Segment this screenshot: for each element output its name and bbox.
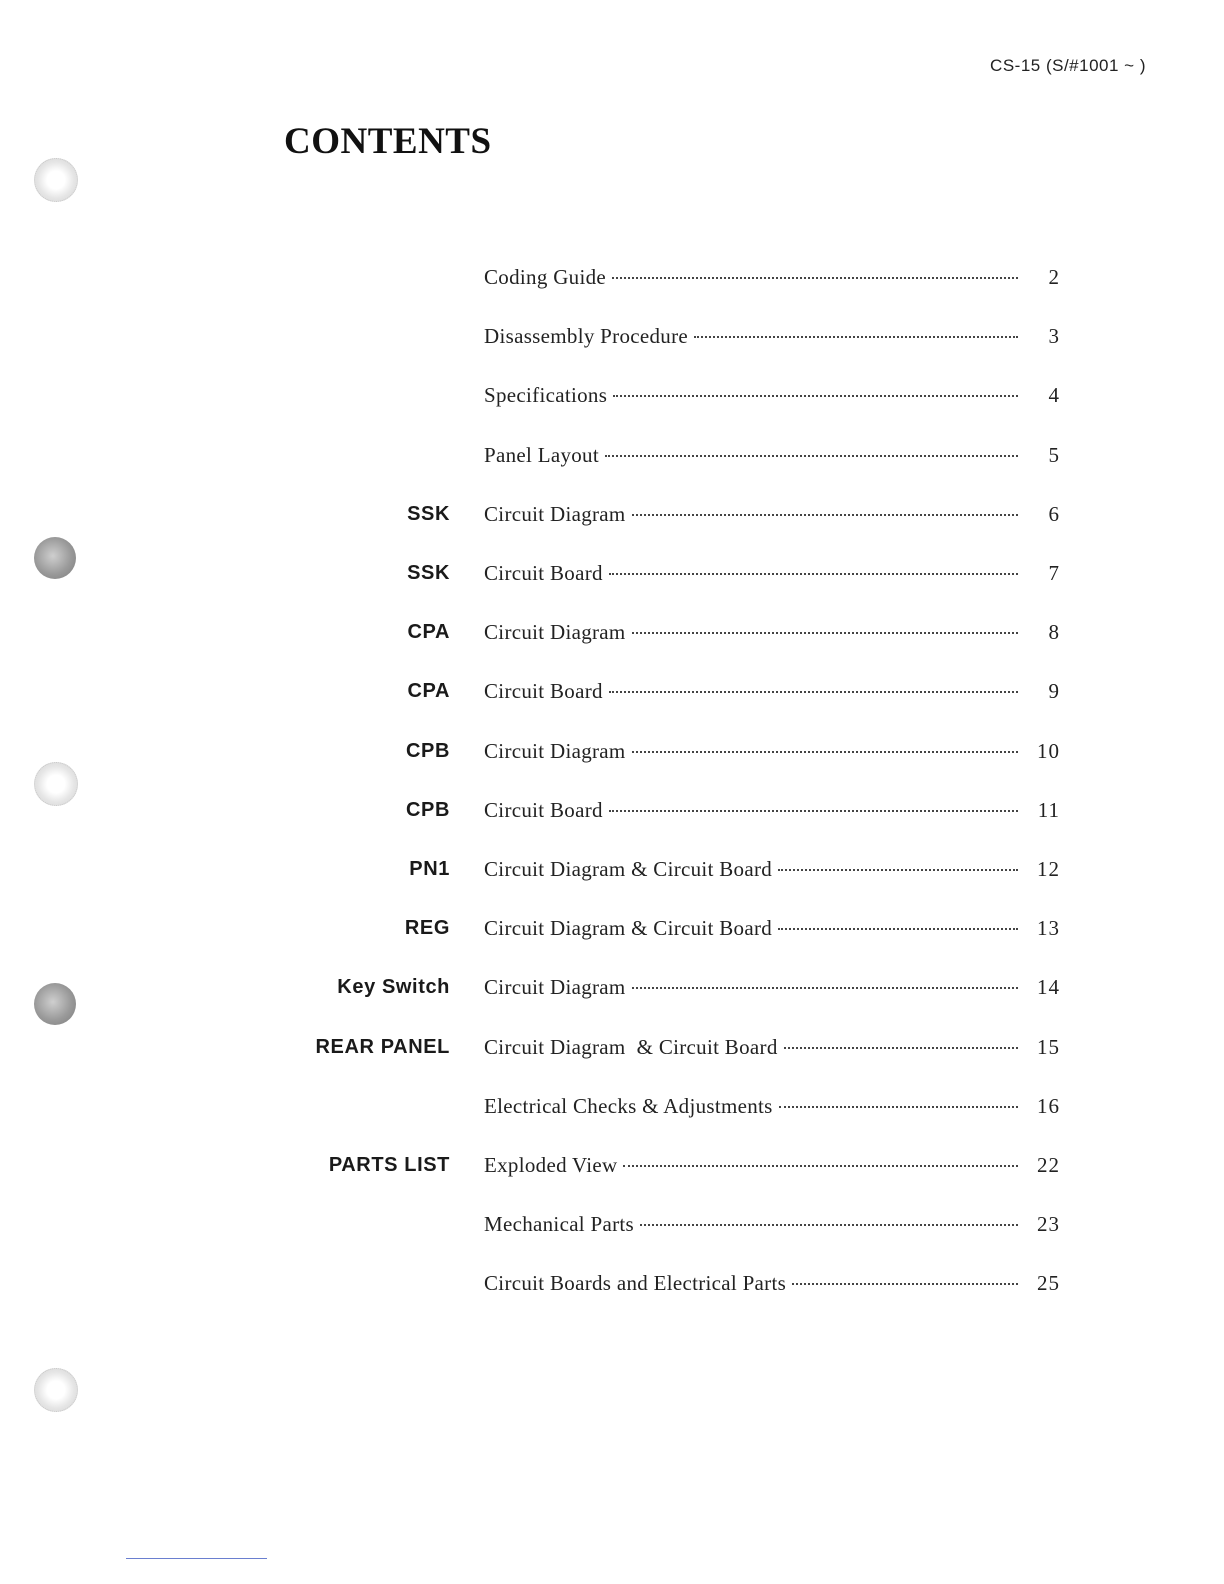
dot-leader [613, 395, 1018, 397]
toc-page-number: 7 [1048, 561, 1060, 586]
toc-row [300, 603, 1060, 662]
toc-entry [484, 1271, 1060, 1296]
toc-page-number: 25 [1037, 1271, 1060, 1296]
toc-entry [484, 857, 1060, 882]
toc-entry [484, 265, 1060, 290]
dot-leader [632, 514, 1018, 516]
toc-page-number: 14 [1037, 975, 1060, 1000]
toc-row [300, 426, 1060, 485]
toc-page-number: 4 [1048, 383, 1060, 408]
toc-entry-title: Electrical Checks & Adjustments [484, 1093, 773, 1118]
table-of-contents [300, 248, 1060, 1313]
toc-entry [484, 679, 1060, 704]
toc-row [300, 1195, 1060, 1254]
toc-row [300, 248, 1060, 307]
toc-entry-title: Disassembly Procedure [484, 324, 689, 349]
toc-entry-title: Circuit Board [484, 679, 603, 704]
toc-entry-title: Circuit Board [484, 561, 603, 586]
toc-entry [484, 1212, 1060, 1237]
toc-section-label: PN1 [409, 857, 450, 880]
toc-page-number: 23 [1037, 1212, 1060, 1237]
dot-leader [792, 1283, 1018, 1285]
toc-section-label: CPA [407, 680, 450, 703]
page-title: CONTENTS [284, 121, 492, 162]
dot-leader [632, 987, 1018, 989]
toc-section-label: SSK [407, 562, 450, 585]
toc-entry [484, 739, 1060, 764]
toc-page-number: 2 [1048, 265, 1060, 290]
toc-entry [484, 383, 1060, 408]
dot-leader [640, 1224, 1018, 1226]
dot-leader [694, 336, 1018, 338]
toc-section-label: CPB [405, 739, 450, 762]
toc-entry [484, 561, 1060, 586]
toc-page-number: 9 [1048, 679, 1060, 704]
toc-page-number: 22 [1037, 1152, 1060, 1177]
toc-entry-title: Circuit Diagram & Circuit Board [484, 1034, 778, 1059]
dot-leader [623, 1165, 1018, 1167]
toc-row [300, 1017, 1060, 1076]
toc-section-label: CPB [405, 798, 450, 821]
toc-entry [484, 975, 1060, 1000]
dot-leader [778, 928, 1018, 930]
toc-entry [484, 798, 1060, 823]
toc-page-number: 13 [1037, 916, 1060, 941]
binder-hole-icon [34, 1368, 78, 1412]
toc-entry-title: Circuit Diagram [484, 975, 626, 1000]
dot-leader [632, 632, 1018, 634]
toc-page-number: 3 [1048, 324, 1060, 349]
toc-page-number: 12 [1037, 856, 1060, 881]
toc-row [300, 662, 1060, 721]
binder-hole-icon [34, 158, 78, 202]
toc-entry-title: Circuit Diagram [484, 738, 626, 763]
binder-hole-icon [34, 762, 78, 806]
toc-row [300, 781, 1060, 840]
toc-entry-title: Coding Guide [484, 265, 607, 290]
toc-entry-title: Circuit Diagram & Circuit Board [484, 916, 773, 941]
toc-entry-title: Panel Layout [484, 442, 599, 467]
dot-leader [779, 1106, 1018, 1108]
toc-page-number: 16 [1037, 1093, 1060, 1118]
toc-section-label: REAR PANEL [315, 1035, 450, 1058]
toc-row [300, 722, 1060, 781]
toc-entry [484, 443, 1060, 468]
toc-page-number: 8 [1048, 620, 1060, 645]
toc-row [300, 544, 1060, 603]
toc-entry-title: Circuit Boards and Electrical Parts [484, 1271, 787, 1296]
toc-row [300, 485, 1060, 544]
dot-leader [609, 810, 1018, 812]
toc-row [300, 366, 1060, 425]
toc-row [300, 958, 1060, 1017]
dot-leader [609, 691, 1018, 693]
dot-leader [778, 869, 1018, 871]
binder-hole-icon [34, 537, 76, 579]
toc-entry [484, 1153, 1060, 1178]
toc-row [300, 899, 1060, 958]
toc-row [300, 1077, 1060, 1136]
model-reference: CS-15 (S/#1001 ~ ) [990, 56, 1146, 75]
toc-row [300, 1254, 1060, 1313]
toc-page-number: 5 [1048, 442, 1060, 467]
toc-row [300, 840, 1060, 899]
toc-entry-title: Circuit Diagram [484, 620, 626, 645]
toc-page-number: 10 [1037, 738, 1060, 763]
toc-entry-title: Specifications [484, 383, 608, 408]
dot-leader [605, 455, 1018, 457]
toc-section-label: Key Switch [337, 976, 450, 999]
dot-leader [609, 573, 1018, 575]
dot-leader [784, 1047, 1018, 1049]
toc-page-number: 6 [1048, 501, 1060, 526]
toc-entry-title: Circuit Diagram [484, 501, 626, 526]
toc-section-label: SSK [407, 502, 450, 525]
toc-page-number: 11 [1037, 797, 1060, 822]
toc-entry-title: Circuit Board [484, 797, 603, 822]
toc-entry-title: Circuit Diagram & Circuit Board [484, 856, 773, 881]
toc-section-label: REG [404, 917, 450, 940]
toc-section-label: PARTS LIST [328, 1153, 450, 1176]
toc-entry-title: Exploded View [484, 1152, 618, 1177]
toc-section-label: CPA [407, 621, 450, 644]
toc-row [300, 307, 1060, 366]
toc-entry [484, 324, 1060, 349]
toc-entry-title: Mechanical Parts [484, 1212, 634, 1237]
toc-entry [484, 916, 1060, 941]
toc-entry [484, 620, 1060, 645]
toc-row [300, 1136, 1060, 1195]
toc-entry [484, 502, 1060, 527]
footer-rule [126, 1558, 267, 1559]
binder-hole-icon [34, 983, 76, 1025]
dot-leader [612, 277, 1018, 279]
toc-entry [484, 1035, 1060, 1060]
toc-page-number: 15 [1037, 1034, 1060, 1059]
toc-entry [484, 1094, 1060, 1119]
dot-leader [632, 751, 1018, 753]
